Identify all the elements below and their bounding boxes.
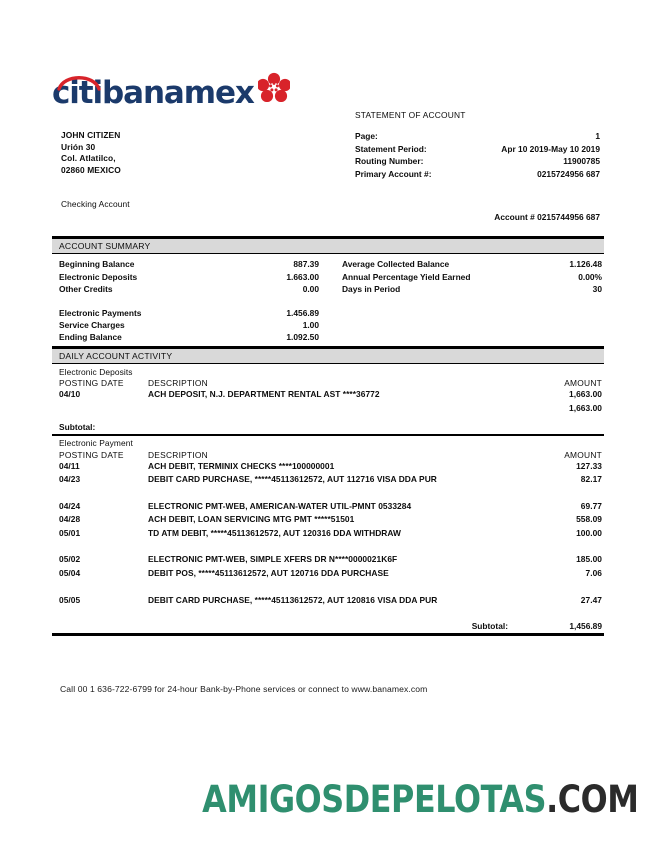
citibanamex-logo — [52, 72, 290, 109]
txn-amount: 558.09 — [576, 514, 602, 525]
txn-amount: 82.17 — [580, 474, 602, 485]
summary-label: Electronic Deposits — [59, 271, 138, 282]
column-description: DESCRIPTION — [148, 378, 208, 389]
statement-meta — [355, 130, 600, 181]
payments-subtotal-label: Subtotal: — [471, 621, 508, 632]
summary-value: 1.00 — [302, 319, 319, 330]
table-row — [52, 460, 604, 474]
wordmark-citi: citi — [52, 75, 103, 111]
summary-row — [52, 271, 604, 283]
summary-row — [52, 258, 604, 270]
summary-cell — [328, 283, 604, 295]
meta-label: Routing Number: — [355, 156, 424, 167]
spacer — [52, 296, 604, 307]
account-summary-table — [52, 254, 604, 345]
txn-date: 04/24 — [59, 500, 81, 511]
summary-cell — [328, 258, 604, 270]
column-amount: AMOUNT — [564, 449, 602, 460]
spacer — [52, 540, 604, 553]
table-row — [52, 473, 604, 487]
customer-address — [61, 130, 121, 176]
citi-arc-icon — [57, 71, 101, 91]
summary-label: Average Collected Balance — [342, 259, 450, 270]
daily-activity-heading: DAILY ACCOUNT ACTIVITY — [52, 349, 604, 363]
meta-row — [355, 130, 600, 143]
brand-wordmark — [52, 75, 254, 111]
summary-value: 0.00% — [578, 271, 602, 282]
txn-amount: 127.33 — [576, 460, 602, 471]
txn-description: ACH DEPOSIT, N.J. DEPARTMENT RENTAL AST ****36772 — [148, 389, 380, 400]
meta-row — [355, 143, 600, 156]
meta-value: 1 — [595, 131, 600, 141]
spacer — [52, 581, 604, 594]
txn-amount: 185.00 — [576, 554, 602, 565]
statement-body — [52, 236, 604, 636]
summary-label: Annual Percentage Yield Earned — [342, 271, 471, 282]
column-description: DESCRIPTION — [148, 449, 208, 460]
txn-date: 04/10 — [59, 389, 81, 400]
account-summary-heading: ACCOUNT SUMMARY — [52, 239, 604, 253]
table-row — [52, 567, 604, 581]
table-row — [52, 513, 604, 527]
table-row — [52, 500, 604, 514]
account-type-label: Checking Account — [61, 199, 130, 209]
summary-label: Beginning Balance — [59, 259, 135, 270]
meta-label: Primary Account #: — [355, 169, 432, 180]
payments-subtotal-value: 1,456.89 — [569, 621, 602, 632]
summary-cell-empty — [328, 331, 604, 343]
address-line-3: 02860 MEXICO — [61, 164, 121, 175]
meta-row — [355, 168, 600, 181]
summary-cell — [52, 331, 328, 343]
txn-date: 05/04 — [59, 568, 81, 579]
summary-label: Days in Period — [342, 284, 401, 295]
spacer — [52, 487, 604, 500]
txn-date: 04/23 — [59, 474, 81, 485]
summary-cell-empty — [328, 319, 604, 331]
txn-amount: 100.00 — [576, 527, 602, 538]
divider — [52, 633, 604, 636]
summary-row — [52, 319, 604, 331]
footer-contact-note: Call 00 1 636-722-6799 for 24-hour Bank-by-Phone services or connect to www.banamex.com — [60, 684, 428, 694]
summary-value: 1.456.89 — [286, 307, 319, 318]
summary-value: 1.663.00 — [286, 271, 319, 282]
txn-description: DEBIT POS, *****45113612572, AUT 120716 DDA PURCHASE — [148, 568, 389, 579]
column-posting-date: POSTING DATE — [59, 378, 124, 389]
summary-label: Other Credits — [59, 284, 113, 295]
summary-cell — [52, 307, 328, 319]
address-line-2: Col. Atlatilco, — [61, 153, 116, 164]
txn-date: 04/11 — [59, 460, 80, 471]
banamex-rosette-icon — [258, 72, 290, 107]
summary-value: 887.39 — [293, 259, 319, 270]
summary-value: 1.126.48 — [569, 259, 602, 270]
meta-label: Page: — [355, 131, 378, 141]
summary-cell — [52, 319, 328, 331]
txn-date: 04/28 — [59, 514, 81, 525]
payments-column-header — [52, 448, 604, 460]
meta-value: 11900785 — [563, 156, 600, 167]
summary-label: Electronic Payments — [59, 307, 142, 318]
txn-amount: 7.06 — [585, 568, 602, 579]
txn-amount: 27.47 — [580, 594, 602, 605]
table-row — [52, 594, 604, 608]
spacer — [52, 607, 604, 620]
summary-value: 30 — [592, 284, 602, 295]
summary-value: 1.092.50 — [286, 332, 319, 343]
table-row — [52, 527, 604, 541]
summary-cell — [52, 283, 328, 295]
account-number-line: Account # 0215744956 687 — [494, 212, 600, 222]
meta-row — [355, 155, 600, 168]
txn-description: DEBIT CARD PURCHASE, *****45113612572, AUT 112716 VISA DDA PUR — [148, 474, 437, 485]
empty-cell — [148, 402, 508, 416]
meta-value: 0215724956 687 — [537, 169, 600, 180]
table-row — [52, 553, 604, 567]
txn-description: ACH DEBIT, TERMINIX CHECKS ****100000001 — [148, 460, 335, 471]
txn-date: 05/02 — [59, 554, 81, 565]
summary-row — [52, 307, 604, 319]
statement-title: STATEMENT OF ACCOUNT — [355, 110, 466, 120]
deposits-subtotal-label: Subtotal: — [59, 422, 96, 433]
meta-value: Apr 10 2019-May 10 2019 — [501, 143, 600, 154]
summary-cell-empty — [328, 307, 604, 319]
column-posting-date: POSTING DATE — [59, 449, 124, 460]
txn-date: 05/05 — [59, 594, 81, 605]
summary-cell — [328, 271, 604, 283]
summary-label: Service Charges — [59, 319, 125, 330]
electronic-payment-title: Electronic Payment — [59, 438, 133, 449]
deposits-total-amount: 1,663.00 — [568, 402, 602, 413]
txn-amount: 1,663.00 — [568, 389, 602, 400]
wordmark-banamex: banamex — [102, 75, 254, 111]
summary-value: 0.00 — [302, 284, 319, 295]
txn-date: 05/01 — [59, 527, 81, 538]
electronic-deposits-title: Electronic Deposits — [59, 366, 133, 377]
address-line-1: Urión 30 — [61, 141, 96, 152]
summary-row — [52, 283, 604, 295]
txn-description: ELECTRONIC PMT-WEB, SIMPLE XFERS DR N****0000021K6F — [148, 554, 398, 565]
summary-cell — [52, 271, 328, 283]
txn-description: TD ATM DEBIT, *****45113612572, AUT 120316 DDA WITHDRAW — [148, 527, 401, 538]
payments-subtotal-row — [52, 620, 604, 633]
summary-row — [52, 331, 604, 343]
watermark-primary: AMIGOSDEPELOTAS — [202, 778, 547, 821]
customer-name: JOHN CITIZEN — [61, 130, 121, 140]
watermark — [92, 778, 654, 821]
column-amount: AMOUNT — [564, 378, 602, 389]
txn-description: ELECTRONIC PMT-WEB, AMERICAN-WATER UTIL-PMNT 0533284 — [148, 500, 412, 511]
meta-label: Statement Period: — [355, 143, 427, 154]
txn-amount: 69.77 — [580, 500, 602, 511]
empty-cell — [52, 402, 148, 416]
txn-description: ACH DEBIT, LOAN SERVICING MTG PMT *****51501 — [148, 514, 355, 525]
deposits-total-row — [52, 402, 604, 416]
deposits-column-header — [52, 377, 604, 389]
watermark-suffix: .COM — [546, 778, 639, 821]
summary-label: Ending Balance — [59, 332, 122, 343]
summary-cell — [52, 258, 328, 270]
txn-description: DEBIT CARD PURCHASE, *****45113612572, AUT 120816 VISA DDA PUR — [148, 594, 438, 605]
table-row — [52, 388, 604, 402]
